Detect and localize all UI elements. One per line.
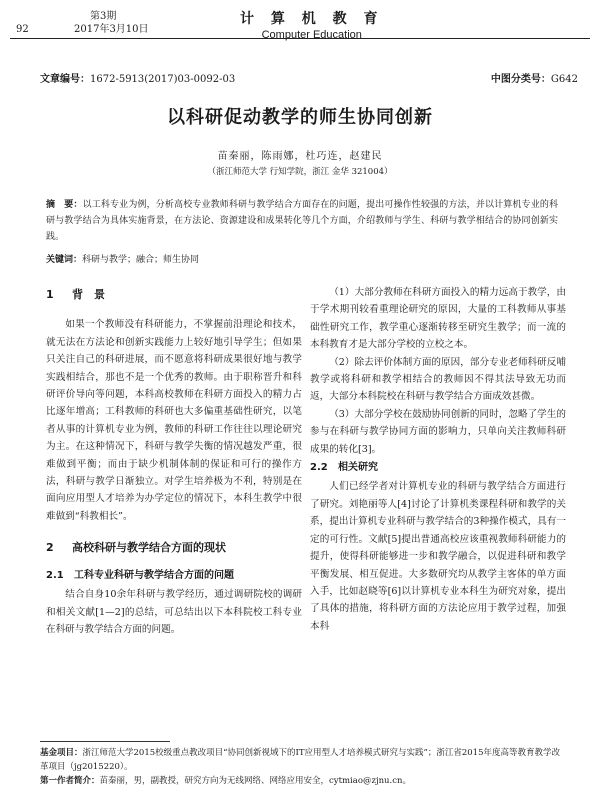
first-author-label: 第一作者简介： — [40, 776, 100, 786]
subsection-2-1-heading — [46, 567, 302, 584]
subsection-2-2-paragraph: 人们已经学者对计算机专业的科研与教学结合方面进行了研究。刘艳丽等人[4]讨论了计算机类课程科研和教学的关系，提出计算机专业科研与教学结合的3种操作模式，具有一定的可行性。文献[5]提出普通高校应该重视教师科研能力的提升，使得科研能够进一步和教学融合，以促进科研和教学平衡发展、相互促进。大多数研究均从教学主客体的单方面入手，比如赵晓等[6]以计算机专业本科生为研究对象，提出了具体的措施，将科研方面的方法论应用于教学过程，加强本科 — [310, 481, 566, 632]
fund-text: 浙江师范大学2015校级重点教改项目“协同创新视域下的IT应用型人才培养模式研究与实践”；浙江省2015年度高等教育教学改革项目（jg2015220）。 — [40, 748, 561, 772]
publication-date: 2017年3月10日 — [74, 24, 149, 35]
abstract — [46, 197, 558, 245]
section-1-paragraph: 如果一个教师没有科研能力，不掌握前沿理论和技术，就无法在方法论和创新实践能力上较好地引导学生；但如果只关注自己的科研进展，而不愿意将科研成果很好地与教学实践相结合，那也不是一个优秀的教师。由于职称晋升和科研评价导向等问题，本科高校教师在科研方面投入的精力占比逐年增高；工科教师的科研也大多偏重基础性研究，以笔者从事的计算机专业为例，教师的科研工作往往以理论研究为主。在这种情况下，科研与教学失衡的情况越发严重，很难做到平衡；而由于缺少机制体制的保证和可行的操作方法，科研与教学日渐独立。对学生培养极为不利，特别是在面向应用型人才培养为办学定位的情况下，本科生教学中很难做到“科教相长”。 — [46, 319, 302, 522]
author-list: 苗秦丽，陈雨娜，杜巧连，赵建民 — [217, 151, 383, 162]
paper-title: 以科研促动教学的师生协同创新 — [167, 107, 433, 128]
fund-label: 基金项目： — [40, 748, 83, 758]
footnote-rule — [40, 741, 170, 742]
abstract-text: 以工科专业为例，分析高校专业教师科研与教学结合方面存在的问题，提出可操作性较强的方法，并以计算机专业的科研与教学结合为具体实施背景，在方法论、资源建设和成果转化等几个方面，介绍教师与学生、科研与教学相结合的协同创新实践。 — [46, 200, 558, 242]
keywords-label: 关键词： — [46, 255, 83, 265]
section-2-number: 2 — [46, 541, 54, 555]
running-header-left — [16, 10, 149, 36]
subsection-2-1-title: 工科专业科研与教学结合方面的问题 — [74, 569, 234, 581]
first-author-text: 苗秦丽，男，副教授，研究方向为无线网络、网络应用安全，cytmiao@zjnu.cn。 — [99, 776, 411, 786]
section-1-number: 1 — [46, 288, 54, 301]
section-1-heading — [46, 286, 302, 303]
subsection-2-1-number: 2.1 — [46, 569, 64, 581]
left-column — [46, 286, 302, 638]
classification-number — [491, 70, 578, 85]
right-column — [310, 284, 566, 635]
page-number: 92 — [16, 24, 29, 35]
problem-item-3: （3）大部分学校在鼓励协同创新的同时，忽略了学生的参与在科研与教学协同方面的影响力，只单向关注教师科研成果的转化[3]。 — [310, 408, 566, 455]
abstract-label: 摘 要： — [46, 200, 83, 210]
article-number-label: 文章编号： — [40, 74, 90, 85]
keywords — [46, 252, 558, 265]
problem-item-1: （1）大部分教师在科研方面投入的精力远高于教学，由于学术期刊较看重理论研究的原因，大量的工科教师从事基础性研究工作，教学重心逐渐转移至研究生教学；而一流的本科教育才是大部分学校的立校之本。 — [310, 287, 566, 351]
subsection-2-1-paragraph: 结合自身10余年科研与教学经历，通过调研院校的调研和相关文献[1—2]的总结，可总结出以下本科院校工科专业在科研与教学结合方面的问题。 — [46, 589, 302, 635]
running-header-journal — [240, 8, 384, 41]
problem-item-2: （2）除去评价体制方面的原因，部分专业老师科研反哺教学或将科研和教学相结合的教师因不得其法导致无功而返，大部分本科院校在科研与教学结合方面成效甚微。 — [310, 356, 566, 403]
journal-title-en: Computer Education — [261, 29, 362, 41]
classification-value: G642 — [550, 74, 578, 85]
fund-footnote — [40, 746, 560, 774]
section-2-heading — [46, 539, 302, 556]
section-2-title: 高校科研与教学结合方面的现状 — [72, 541, 226, 555]
subsection-2-2-number: 2.2 — [310, 462, 328, 474]
keywords-text: 科研与教学；融合；师生协同 — [82, 255, 200, 265]
classification-label: 中图分类号： — [490, 74, 551, 85]
header-rule — [10, 38, 590, 39]
section-1-title: 背 景 — [72, 288, 105, 301]
author-affiliation: （浙江师范大学 行知学院，浙江 金华 321004） — [207, 167, 393, 177]
footnotes — [40, 746, 560, 788]
journal-title-cn: 计 算 机 教 育 — [240, 11, 384, 27]
issue-number: 第3期 — [90, 11, 117, 22]
article-number-value: 1672-5913(2017)03-0092-03 — [90, 74, 236, 85]
article-number — [40, 70, 235, 85]
subsection-2-2-title: 相关研究 — [338, 462, 378, 474]
author-footnote — [40, 774, 560, 788]
subsection-2-2-heading — [310, 459, 566, 476]
